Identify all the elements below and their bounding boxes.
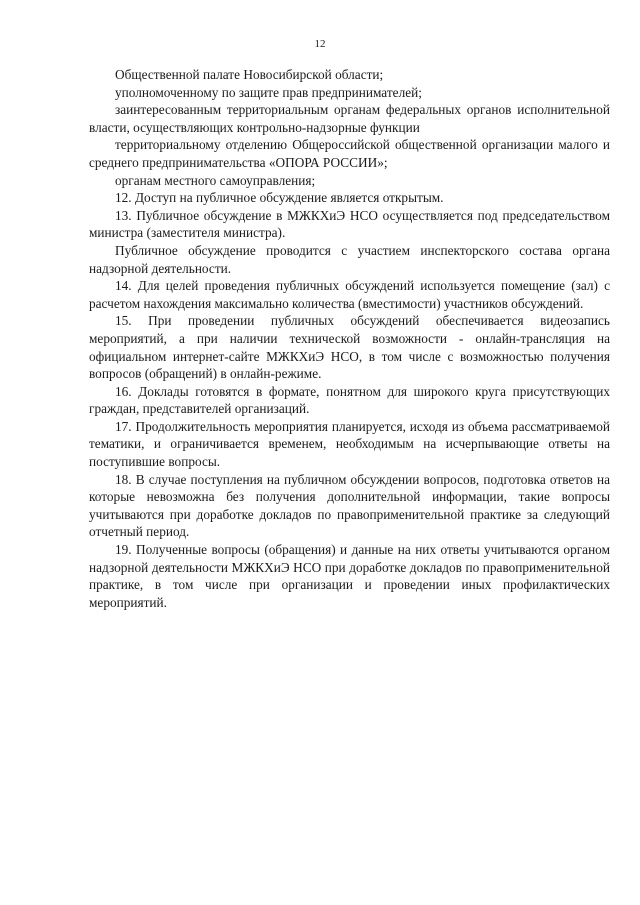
paragraph-19: 19. Полученные вопросы (обращения) и данные на них ответы учитываются органом надзорной деятельности МЖКХиЭ НСО при доработке докладов по правоприменительной практике, в том числе при организации и проведении иных профилактических мероприятий.: [89, 542, 610, 610]
paragraph-public-chamber: Общественной палате Новосибирской области;: [115, 67, 384, 82]
page-number: 12: [314, 38, 326, 50]
paragraph-local-government: органам местного самоуправления;: [115, 172, 316, 188]
paragraph-13-inspectors: Публичное обсуждение проводится с участием инспекторского состава органа надзорной деятельности.: [89, 242, 610, 276]
paragraph-15: 15. При проведении публичных обсуждений обеспечивается видеозапись мероприятий, а при наличии технической возможности - онлайн-трансляция на официальном интернет-сайте МЖКХиЭ НСО, в том числе с возможностью получения вопросов (обращений) в онлайн-режиме.: [89, 313, 610, 382]
paragraph-opora: территориальному отделению Общероссийской общественной организации малого и среднего предпринимательства «ОПОРА РОССИИ»;: [89, 137, 610, 170]
paragraph-12: 12. Доступ на публичное обсуждение является открытым.: [115, 190, 444, 206]
document-body: [89, 66, 610, 611]
paragraph-13: 13. Публичное обсуждение в МЖКХиЭ НСО осуществляется под председательством министра (заместителя министра).: [89, 207, 610, 241]
paragraph-18: 18. В случае поступления на публичном обсуждении вопросов, подготовка ответов на которые невозможна без получения дополнительной информации, такие вопросы учитываются при доработке докладов по правоприменительной практике за следующий отчетный период.: [89, 471, 610, 540]
paragraph-17: 17. Продолжительность мероприятия планируется, исходя из объема рассматриваемой тематики, и ограничивается временем, необходимым на исчерпывающие ответы на поступившие вопросы.: [89, 418, 610, 470]
paragraph-16: 16. Доклады готовятся в формате, понятном для широкого круга присутствующих граждан, представителей организаций.: [89, 383, 610, 417]
paragraph-14: 14. Для целей проведения публичных обсуждений используется помещение (зал) с расчетом нахождения максимально количества (вместимости) участников обсуждений.: [89, 278, 610, 311]
paragraph-federal-bodies: заинтересованным территориальным органам федеральных органов исполнительной власти, осуществляющих контрольно-надзорные функции: [89, 102, 610, 135]
paragraph-ombudsman: уполномоченному по защите прав предпринимателей;: [115, 84, 422, 100]
